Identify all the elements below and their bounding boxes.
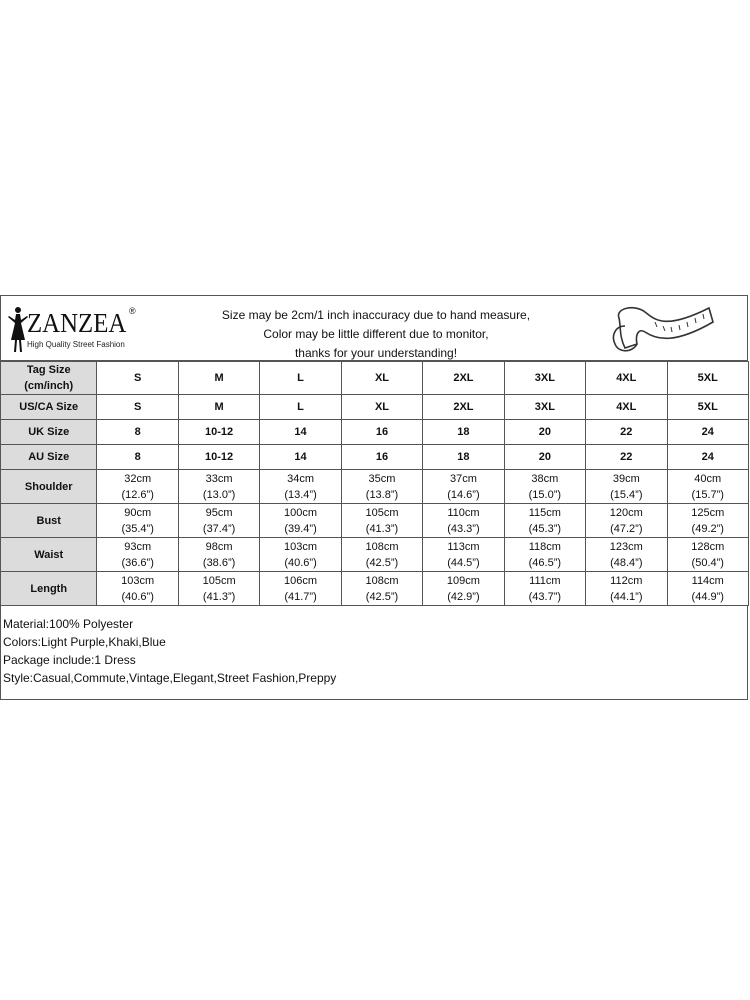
row-label: UK Size <box>1 420 97 445</box>
style-line: Style:Casual,Commute,Vintage,Elegant,Street Fashion,Preppy <box>3 671 337 685</box>
cm-value: 106cm <box>284 574 318 587</box>
inch-value: (45.3”) <box>528 522 562 535</box>
table-cell: 14 <box>260 445 341 470</box>
table-cell <box>178 504 259 538</box>
table-cell <box>586 504 667 538</box>
inch-value: (39.4”) <box>284 522 317 535</box>
cm-value: 110cm <box>447 506 480 519</box>
inch-value: (15.7”) <box>691 488 724 501</box>
colors-line: Colors:Light Purple,Khaki,Blue <box>3 635 166 649</box>
table-cell <box>260 470 341 504</box>
cm-value: 90cm <box>124 506 152 519</box>
inch-value: (41.7”) <box>284 590 317 603</box>
inch-value: (35.4”) <box>121 522 154 535</box>
table-cell: S <box>97 362 178 395</box>
cm-value: 109cm <box>446 574 480 587</box>
table-cell <box>97 470 178 504</box>
brand-registered-mark: ® <box>129 306 136 316</box>
measurement-notice <box>161 306 591 363</box>
chart-header <box>0 295 748 361</box>
table-row <box>1 470 749 504</box>
inch-value: (14.6”) <box>447 488 480 501</box>
table-cell <box>178 470 259 504</box>
notice-line: Color may be little different due to monitor, <box>263 327 489 341</box>
brand-name: ZANZEA <box>27 308 127 338</box>
cm-value: 38cm <box>531 472 559 485</box>
inch-value: (44.5”) <box>447 556 480 569</box>
table-cell: M <box>178 395 259 420</box>
cm-value: 100cm <box>284 506 318 519</box>
cm-value: 113cm <box>447 540 480 553</box>
table-cell: 3XL <box>504 395 585 420</box>
table-cell: 10-12 <box>178 445 259 470</box>
cm-value: 32cm <box>124 472 152 485</box>
inch-value: (50.4”) <box>691 556 724 569</box>
cm-value: 115cm <box>528 506 561 519</box>
table-cell <box>97 538 178 572</box>
table-cell <box>260 504 341 538</box>
cm-value: 114cm <box>691 574 724 587</box>
inch-value: (44.1”) <box>610 590 643 603</box>
cm-value: 40cm <box>694 472 722 485</box>
cm-value: 108cm <box>365 574 399 587</box>
table-cell: 5XL <box>667 362 749 395</box>
inch-value: (49.2”) <box>691 522 724 535</box>
inch-value: (42.9”) <box>447 590 480 603</box>
table-row <box>1 395 749 420</box>
table-cell: 8 <box>97 420 178 445</box>
cm-value: 120cm <box>609 506 643 519</box>
row-label: Waist <box>1 538 97 572</box>
cm-value: 125cm <box>691 506 725 519</box>
cm-value: 118cm <box>528 540 561 553</box>
table-cell: XL <box>341 362 422 395</box>
measuring-tape-icon <box>605 300 715 360</box>
inch-value: (40.6”) <box>121 590 154 603</box>
table-cell: 24 <box>667 420 749 445</box>
package-line: Package include:1 Dress <box>3 653 136 667</box>
table-cell: 2XL <box>423 395 504 420</box>
table-row <box>1 572 749 606</box>
table-cell <box>504 572 585 606</box>
table-cell <box>586 572 667 606</box>
table-cell: 16 <box>341 420 422 445</box>
row-label: Tag Size (cm/inch) <box>1 362 97 395</box>
table-cell <box>667 504 749 538</box>
table-row <box>1 420 749 445</box>
inch-value: (15.4”) <box>610 488 643 501</box>
cm-value: 103cm <box>121 574 155 587</box>
inch-value: (13.8”) <box>365 488 399 501</box>
table-cell: S <box>97 395 178 420</box>
table-cell <box>423 504 504 538</box>
table-cell: 5XL <box>667 395 749 420</box>
cm-value: 108cm <box>365 540 399 553</box>
cm-value: 105cm <box>202 574 236 587</box>
cm-value: 93cm <box>124 540 152 553</box>
table-cell: L <box>260 362 341 395</box>
table-cell <box>260 538 341 572</box>
cm-value: 123cm <box>609 540 643 553</box>
inch-value: (40.6”) <box>284 556 317 569</box>
cm-value: 103cm <box>284 540 318 553</box>
table-cell: 8 <box>97 445 178 470</box>
size-table <box>0 361 749 606</box>
inch-value: (46.5”) <box>528 556 562 569</box>
inch-value: (44.9”) <box>691 590 724 603</box>
brand-logo <box>5 306 165 356</box>
table-cell: 22 <box>586 445 667 470</box>
table-cell: 20 <box>504 445 585 470</box>
table-cell <box>423 572 504 606</box>
row-label: Bust <box>1 504 97 538</box>
inch-value: (41.3”) <box>365 522 399 535</box>
table-cell <box>504 470 585 504</box>
row-label: Length <box>1 572 97 606</box>
table-cell <box>341 470 422 504</box>
table-cell <box>341 538 422 572</box>
inch-value: (43.3”) <box>447 522 480 535</box>
inch-value: (37.4”) <box>202 522 236 535</box>
table-cell <box>97 504 178 538</box>
product-info <box>0 605 748 700</box>
table-cell: 22 <box>586 420 667 445</box>
table-cell: 10-12 <box>178 420 259 445</box>
table-cell <box>97 572 178 606</box>
inch-value: (48.4”) <box>610 556 643 569</box>
inch-value: (15.0”) <box>528 488 562 501</box>
table-cell: M <box>178 362 259 395</box>
table-cell: 20 <box>504 420 585 445</box>
inch-value: (42.5”) <box>365 590 399 603</box>
cm-value: 39cm <box>612 472 640 485</box>
inch-value: (41.3”) <box>202 590 236 603</box>
cm-value: 128cm <box>691 540 725 553</box>
table-row <box>1 445 749 470</box>
cm-value: 98cm <box>205 540 233 553</box>
inch-value: (36.6”) <box>121 556 154 569</box>
size-chart <box>0 295 749 700</box>
table-cell: 2XL <box>423 362 504 395</box>
row-label: US/CA Size <box>1 395 97 420</box>
table-cell: 3XL <box>504 362 585 395</box>
cm-value: 105cm <box>365 506 399 519</box>
table-cell <box>667 470 749 504</box>
inch-value: (13.0”) <box>202 488 236 501</box>
table-cell <box>178 572 259 606</box>
table-cell: 4XL <box>586 395 667 420</box>
table-cell <box>667 572 749 606</box>
table-cell: 14 <box>260 420 341 445</box>
brand-tagline: High Quality Street Fashion <box>27 340 125 349</box>
table-cell <box>423 470 504 504</box>
table-cell: 16 <box>341 445 422 470</box>
table-row <box>1 504 749 538</box>
table-cell <box>667 538 749 572</box>
table-cell <box>260 572 341 606</box>
notice-line: thanks for your understanding! <box>294 346 458 360</box>
table-cell <box>586 538 667 572</box>
table-row <box>1 362 749 395</box>
table-cell: XL <box>341 395 422 420</box>
woman-silhouette-icon <box>7 306 29 354</box>
table-cell: L <box>260 395 341 420</box>
inch-value: (47.2”) <box>610 522 643 535</box>
cm-value: 111cm <box>529 574 561 587</box>
table-cell <box>341 504 422 538</box>
material-line: Material:100% Polyester <box>3 617 134 631</box>
cm-value: 33cm <box>205 472 233 485</box>
table-cell <box>341 572 422 606</box>
table-cell <box>586 470 667 504</box>
inch-value: (12.6”) <box>121 488 154 501</box>
table-cell <box>178 538 259 572</box>
row-label: Shoulder <box>1 470 97 504</box>
table-cell: 18 <box>423 445 504 470</box>
table-cell: 24 <box>667 445 749 470</box>
table-cell: 18 <box>423 420 504 445</box>
inch-value: (13.4”) <box>284 488 317 501</box>
table-row <box>1 538 749 572</box>
cm-value: 37cm <box>449 472 477 485</box>
inch-value: (42.5”) <box>365 556 399 569</box>
table-cell <box>504 538 585 572</box>
notice-line: Size may be 2cm/1 inch inaccuracy due to hand measure, <box>221 308 531 322</box>
inch-value: (43.7”) <box>528 590 562 603</box>
table-cell: 4XL <box>586 362 667 395</box>
cm-value: 35cm <box>368 472 396 485</box>
cm-value: 95cm <box>205 506 233 519</box>
table-cell <box>423 538 504 572</box>
cm-value: 34cm <box>287 472 314 485</box>
inch-value: (38.6”) <box>202 556 236 569</box>
row-label: AU Size <box>1 445 97 470</box>
table-cell <box>504 504 585 538</box>
cm-value: 112cm <box>610 574 643 587</box>
